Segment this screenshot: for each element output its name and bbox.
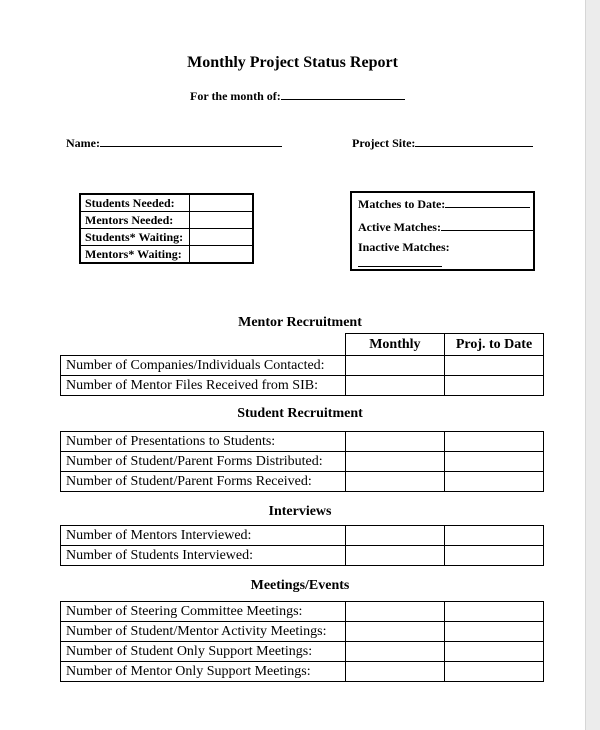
site-label: Project Site	[352, 136, 412, 150]
needs-value[interactable]	[190, 194, 254, 212]
needs-label: Students Needed:	[80, 194, 190, 212]
monthly-cell[interactable]	[345, 546, 444, 566]
site-field: Project Site:	[352, 135, 533, 151]
mentor-table	[60, 333, 544, 396]
table-row	[61, 376, 544, 396]
viewer-scrollbar-track[interactable]	[585, 0, 600, 730]
proj-cell[interactable]	[445, 356, 544, 376]
matches-blank[interactable]	[445, 196, 530, 208]
row-label: Number of Student/Mentor Activity Meetings:	[61, 622, 346, 642]
monthly-cell[interactable]	[345, 376, 444, 396]
needs-label: Mentors* Waiting:	[80, 246, 190, 264]
table-row	[61, 602, 544, 622]
table-header-row	[61, 334, 544, 356]
proj-cell[interactable]	[445, 376, 544, 396]
needs-row	[80, 246, 253, 264]
table-row	[61, 356, 544, 376]
monthly-cell[interactable]	[345, 602, 444, 622]
monthly-cell[interactable]	[345, 526, 444, 546]
matches-row	[358, 196, 530, 212]
proj-cell[interactable]	[444, 546, 543, 566]
proj-cell[interactable]	[444, 602, 543, 622]
row-label: Number of Student/Parent Forms Distributed:	[61, 452, 346, 472]
needs-row	[80, 229, 253, 246]
report-title: Monthly Project Status Report	[187, 54, 398, 71]
matches-label: Inactive Matches:	[358, 240, 450, 254]
name-blank[interactable]	[100, 135, 282, 147]
row-label: Number of Mentor Files Received from SIB:	[61, 376, 346, 396]
section-title-mentor: Mentor Recruitment	[238, 315, 362, 330]
matches-row	[358, 219, 533, 235]
row-label: Number of Student Only Support Meetings:	[61, 642, 346, 662]
name-label: Name	[66, 136, 96, 150]
section-title-student: Student Recruitment	[237, 406, 363, 421]
student-table	[60, 431, 544, 492]
site-blank[interactable]	[415, 135, 533, 147]
table-row	[61, 662, 544, 682]
monthly-cell[interactable]	[345, 356, 444, 376]
monthly-cell[interactable]	[345, 642, 444, 662]
matches-blank[interactable]	[358, 255, 442, 267]
month-blank[interactable]	[281, 88, 405, 100]
header-blank	[61, 334, 346, 356]
table-row	[61, 546, 544, 566]
matches-box	[350, 191, 535, 271]
needs-value[interactable]	[190, 246, 254, 264]
monthly-cell[interactable]	[345, 622, 444, 642]
row-label: Number of Mentors Interviewed:	[61, 526, 346, 546]
row-label: Number of Student/Parent Forms Received:	[61, 472, 346, 492]
month-field	[190, 88, 405, 104]
proj-cell[interactable]	[444, 622, 543, 642]
matches-label: Matches to Date:	[358, 197, 446, 211]
proj-cell[interactable]	[444, 662, 543, 682]
needs-box	[79, 193, 254, 264]
table-row	[61, 452, 544, 472]
table-row	[61, 472, 544, 492]
needs-value[interactable]	[190, 212, 254, 229]
interviews-table	[60, 525, 544, 566]
monthly-cell[interactable]	[345, 452, 444, 472]
proj-cell[interactable]	[444, 472, 543, 492]
section-title-interviews: Interviews	[268, 504, 332, 519]
row-label: Number of Mentor Only Support Meetings:	[61, 662, 346, 682]
proj-cell[interactable]	[444, 432, 543, 452]
meetings-table	[60, 601, 544, 682]
needs-label: Mentors Needed:	[80, 212, 190, 229]
matches-label: Active Matches:	[358, 220, 441, 234]
name-field: Name:	[66, 135, 282, 151]
needs-row	[80, 212, 253, 229]
table-row	[61, 642, 544, 662]
header-proj-to-date: Proj. to Date	[445, 334, 544, 356]
needs-value[interactable]	[190, 229, 254, 246]
proj-cell[interactable]	[444, 526, 543, 546]
row-label: Number of Presentations to Students:	[61, 432, 346, 452]
header-monthly: Monthly	[345, 334, 444, 356]
monthly-cell[interactable]	[345, 432, 444, 452]
monthly-cell[interactable]	[345, 662, 444, 682]
matches-row	[358, 240, 533, 271]
section-title-meetings: Meetings/Events	[250, 578, 350, 593]
row-label: Number of Companies/Individuals Contacted:	[61, 356, 346, 376]
row-label: Number of Steering Committee Meetings:	[61, 602, 346, 622]
matches-blank[interactable]	[441, 219, 533, 231]
table-row	[61, 432, 544, 452]
row-label: Number of Students Interviewed:	[61, 546, 346, 566]
table-row	[61, 622, 544, 642]
needs-row	[80, 194, 253, 212]
table-row	[61, 526, 544, 546]
month-label: For the month of:	[190, 89, 281, 103]
proj-cell[interactable]	[444, 642, 543, 662]
needs-label: Students* Waiting:	[80, 229, 190, 246]
monthly-cell[interactable]	[345, 472, 444, 492]
proj-cell[interactable]	[444, 452, 543, 472]
